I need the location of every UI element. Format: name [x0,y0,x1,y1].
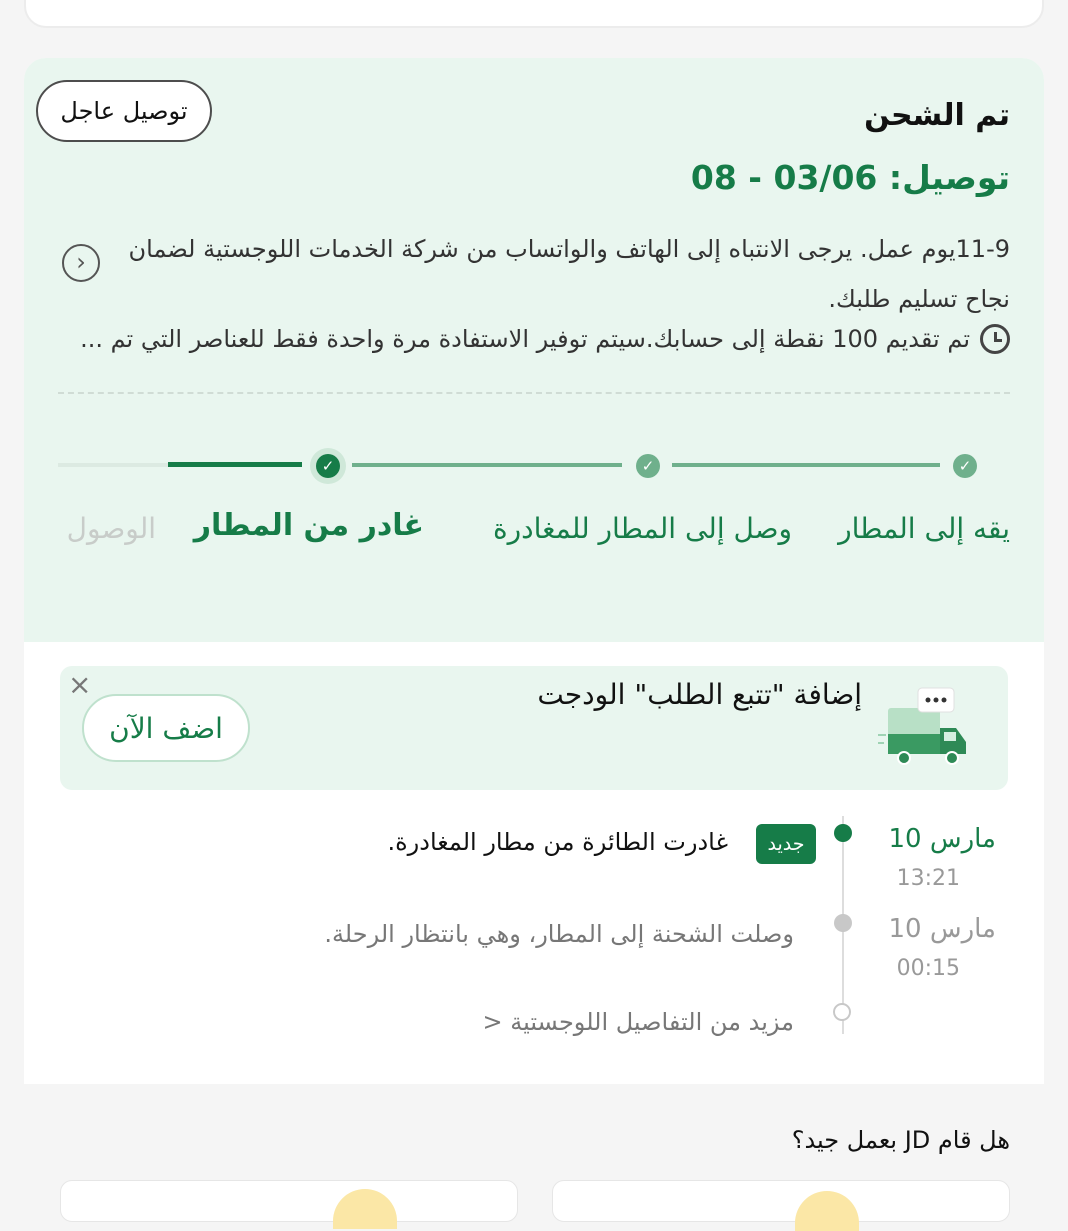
timeline-date: مارس 10 [888,914,996,944]
shipping-status-panel [24,58,1044,642]
step-label: يقه إلى المطار [838,512,1010,545]
delivery-notice: 11-9يوم عمل. يرجى الانتباه إلى الهاتف والواتساب من شركة الخدمات اللوجستية لضمان نجاح تسليم طلبك. [128,235,1010,313]
check-icon: ✓ [316,454,340,478]
emoji-icon [795,1191,859,1231]
shipping-status-title: تم الشحن [864,98,1010,133]
emoji-icon [333,1189,397,1229]
delivery-truck-icon [878,682,974,778]
step-label-pending: الوصول [66,512,156,545]
track-segment-current [168,462,302,467]
step-label-current: غادر من المطار [193,508,424,543]
more-logistics-link[interactable]: مزيد من التفاصيل اللوجستية < [482,1008,794,1036]
current-step-ring [310,448,346,484]
order-tracking-widget-banner [60,666,1008,790]
check-icon: ✓ [636,454,660,478]
rating-option-card[interactable] [552,1180,1010,1222]
clock-icon [980,324,1010,354]
track-segment-done [352,463,622,467]
add-now-button[interactable]: اضف الآن [82,694,250,762]
urgent-delivery-button[interactable]: توصيل عاجل [36,80,212,142]
timeline-time: 13:21 [896,866,960,891]
new-badge: جديد [756,824,816,864]
timeline-event-text: غادرت الطائرة من مطار المغادرة. [387,828,728,856]
points-notice [50,324,1010,354]
step-label: وصل إلى المطار للمغادرة [492,512,792,545]
timeline-event-text: وصلت الشحنة إلى المطار، وهي بانتظار الرحلة. [324,920,794,948]
rating-question: هل قام JD بعمل جيد؟ [791,1126,1010,1154]
track-segment-pending [58,463,168,467]
delivery-date: توصيل: 03/06 - 08 [690,158,1010,197]
points-text: تم تقديم 100 نقطة إلى حسابك.سيتم توفير الاستفادة مرة واحدة فقط للعناصر التي تم ... [80,325,970,353]
shipping-card [24,58,1044,1084]
timeline-dot [834,914,852,932]
chevron-right-circle-icon[interactable]: › [62,244,100,282]
divider [58,392,1010,394]
timeline-dot-empty [833,1003,851,1021]
timeline-time: 00:15 [896,956,960,981]
track-segment-done [672,463,940,467]
check-icon: ✓ [953,454,977,478]
rating-option-card[interactable] [60,1180,518,1222]
timeline-date: مارس 10 [888,824,996,854]
timeline-dot-active [834,824,852,842]
previous-card [24,0,1044,28]
close-icon[interactable]: × [68,668,92,701]
widget-title: إضافة "تتبع الطلب" الودجت [537,678,862,711]
